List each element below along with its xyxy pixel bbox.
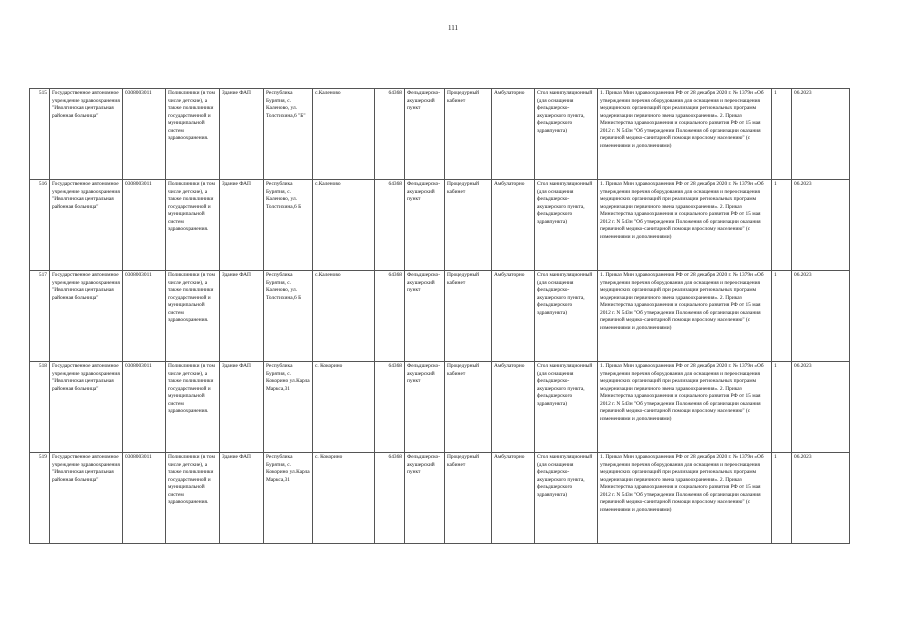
date-cell: 06.2023 bbox=[792, 89, 850, 180]
code-cell: 0308003011 bbox=[123, 271, 166, 362]
room-cell: Процедурный кабинет bbox=[445, 271, 492, 362]
room-cell: Процедурный кабинет bbox=[445, 362, 492, 453]
institution-type-cell: Поликлиники (в том числе детские), а также поликлиники государственной и муниципальной систем здравоохранения. bbox=[166, 362, 220, 453]
locality-cell: с.Каленово bbox=[313, 180, 375, 271]
table-row bbox=[30, 453, 850, 544]
equipment-cell: Стол манипуляционный (для оснащения фельдшерско-акушерского пункта, фельдшерского здравпункта) bbox=[535, 453, 598, 544]
code-cell: 0308003011 bbox=[123, 453, 166, 544]
date-cell: 06.2023 bbox=[792, 453, 850, 544]
row-index: 519 bbox=[30, 453, 50, 544]
institution-type-cell: Поликлиники (в том числе детские), а также поликлиники государственной и муниципальной систем здравоохранения. bbox=[166, 89, 220, 180]
address-cell: Республика Бурятия, с. Кокорино ул.Карла Маркса,31 bbox=[264, 362, 313, 453]
unit-cell: Фельдшерско-акушерский пункт bbox=[405, 180, 445, 271]
care-cell: Амбулаторно bbox=[492, 180, 535, 271]
table-row bbox=[30, 180, 850, 271]
unit-cell: Фельдшерско-акушерский пункт bbox=[405, 453, 445, 544]
table-row bbox=[30, 362, 850, 453]
organization-cell: Государственное автономное учреждение здравоохранения "Иволгинская центральная районная больница" bbox=[50, 453, 123, 544]
quantity-cell: 1 bbox=[772, 89, 792, 180]
building-cell: Здание ФАП bbox=[220, 453, 264, 544]
locality-cell: с.Каленово bbox=[313, 89, 375, 180]
organization-cell: Государственное автономное учреждение здравоохранения "Иволгинская центральная районная больница" bbox=[50, 180, 123, 271]
quantity-cell: 1 bbox=[772, 180, 792, 271]
quantity-cell: 1 bbox=[772, 362, 792, 453]
institution-type-cell: Поликлиники (в том числе детские), а также поликлиники государственной и муниципальной систем здравоохранения. bbox=[166, 180, 220, 271]
care-cell: Амбулаторно bbox=[492, 271, 535, 362]
equipment-table bbox=[29, 88, 850, 544]
unit-cell: Фельдшерско-акушерский пункт bbox=[405, 362, 445, 453]
building-cell: Здание ФАП bbox=[220, 89, 264, 180]
care-cell: Амбулаторно bbox=[492, 453, 535, 544]
address-cell: Республика Бурятия, с. Каленово, ул. Толстихина,6 Б bbox=[264, 180, 313, 271]
quantity-cell: 1 bbox=[772, 271, 792, 362]
date-cell: 06.2023 bbox=[792, 180, 850, 271]
row-index: 517 bbox=[30, 271, 50, 362]
code-cell: 0308003011 bbox=[123, 362, 166, 453]
equipment-cell: Стол манипуляционный (для оснащения фельдшерско-акушерского пункта, фельдшерского здравпункта) bbox=[535, 362, 598, 453]
table-row bbox=[30, 271, 850, 362]
unit-cell: Фельдшерско-акушерский пункт bbox=[405, 89, 445, 180]
okato-cell: 64368 bbox=[375, 362, 405, 453]
unit-cell: Фельдшерско-акушерский пункт bbox=[405, 271, 445, 362]
date-cell: 06.2023 bbox=[792, 362, 850, 453]
room-cell: Процедурный кабинет bbox=[445, 180, 492, 271]
building-cell: Здание ФАП bbox=[220, 271, 264, 362]
organization-cell: Государственное автономное учреждение здравоохранения "Иволгинская центральная районная больница" bbox=[50, 271, 123, 362]
date-cell: 06.2023 bbox=[792, 271, 850, 362]
equipment-cell: Стол манипуляционный (для оснащения фельдшерско-акушерского пункта, фельдшерского здравпункта) bbox=[535, 89, 598, 180]
organization-cell: Государственное автономное учреждение здравоохранения "Иволгинская центральная районная больница" bbox=[50, 89, 123, 180]
room-cell: Процедурный кабинет bbox=[445, 453, 492, 544]
building-cell: Здание ФАП bbox=[220, 362, 264, 453]
locality-cell: с. Кокорино bbox=[313, 453, 375, 544]
locality-cell: с. Кокорино bbox=[313, 362, 375, 453]
code-cell: 0308003011 bbox=[123, 89, 166, 180]
room-cell: Процедурный кабинет bbox=[445, 89, 492, 180]
equipment-cell: Стол манипуляционный (для оснащения фельдшерско-акушерского пункта, фельдшерского здравпункта) bbox=[535, 271, 598, 362]
quantity-cell: 1 bbox=[772, 453, 792, 544]
organization-cell: Государственное автономное учреждение здравоохранения "Иволгинская центральная районная больница" bbox=[50, 362, 123, 453]
code-cell: 0308003011 bbox=[123, 180, 166, 271]
basis-cell: 1. Приказ Мин здравоохранения РФ от 28 декабря 2020 г. № 1379н «Об утверждении перечня оборудования для оснащения и переоснащения медицинских организаций при реализации региональных программ модернизации первичного звена здравоохранения». 2. Приказ Министерства здравоохранения и социального развития РФ от 15 мая 2012 г. N 543н "Об утверждении Положения об организации оказания первичной медико-санитарной помощи взрослому населению" (с изменениями и дополнениями) bbox=[598, 271, 772, 362]
basis-cell: 1. Приказ Мин здравоохранения РФ от 28 декабря 2020 г. № 1379н «Об утверждении перечня оборудования для оснащения и переоснащения медицинских организаций при реализации региональных программ модернизации первичного звена здравоохранения». 2. Приказ Министерства здравоохранения и социального развития РФ от 15 мая 2012 г. N 543н "Об утверждении Положения об организации оказания первичной медико-санитарной помощи взрослому населению" (с изменениями и дополнениями) bbox=[598, 89, 772, 180]
row-index: 516 bbox=[30, 180, 50, 271]
locality-cell: с.Каленово bbox=[313, 271, 375, 362]
table-row bbox=[30, 89, 850, 180]
okato-cell: 64368 bbox=[375, 180, 405, 271]
page-number: 111 bbox=[448, 24, 458, 32]
basis-cell: 1. Приказ Мин здравоохранения РФ от 28 декабря 2020 г. № 1379н «Об утверждении перечня оборудования для оснащения и переоснащения медицинских организаций при реализации региональных программ модернизации первичного звена здравоохранения». 2. Приказ Министерства здравоохранения и социального развития РФ от 15 мая 2012 г. N 543н "Об утверждении Положения об организации оказания первичной медико-санитарной помощи взрослому населению" (с изменениями и дополнениями) bbox=[598, 180, 772, 271]
row-index: 518 bbox=[30, 362, 50, 453]
basis-cell: 1. Приказ Мин здравоохранения РФ от 28 декабря 2020 г. № 1379н «Об утверждении перечня оборудования для оснащения и переоснащения медицинских организаций при реализации региональных программ модернизации первичного звена здравоохранения». 2. Приказ Министерства здравоохранения и социального развития РФ от 15 мая 2012 г. N 543н "Об утверждении Положения об организации оказания первичной медико-санитарной помощи взрослому населению" (с изменениями и дополнениями) bbox=[598, 453, 772, 544]
address-cell: Республика Бурятия, с. Кокорино ул.Карла Маркса,31 bbox=[264, 453, 313, 544]
building-cell: Здание ФАП bbox=[220, 180, 264, 271]
care-cell: Амбулаторно bbox=[492, 362, 535, 453]
equipment-cell: Стол манипуляционный (для оснащения фельдшерско-акушерского пункта, фельдшерского здравпункта) bbox=[535, 180, 598, 271]
okato-cell: 64368 bbox=[375, 453, 405, 544]
institution-type-cell: Поликлиники (в том числе детские), а также поликлиники государственной и муниципальной систем здравоохранения. bbox=[166, 271, 220, 362]
okato-cell: 64368 bbox=[375, 89, 405, 180]
address-cell: Республика Бурятия, с. Каленово, ул. Толстихина,6 Б bbox=[264, 271, 313, 362]
row-index: 515 bbox=[30, 89, 50, 180]
okato-cell: 64368 bbox=[375, 271, 405, 362]
institution-type-cell: Поликлиники (в том числе детские), а также поликлиники государственной и муниципальной систем здравоохранения. bbox=[166, 453, 220, 544]
basis-cell: 1. Приказ Мин здравоохранения РФ от 28 декабря 2020 г. № 1379н «Об утверждении перечня оборудования для оснащения и переоснащения медицинских организаций при реализации региональных программ модернизации первичного звена здравоохранения». 2. Приказ Министерства здравоохранения и социального развития РФ от 15 мая 2012 г. N 543н "Об утверждении Положения об организации оказания первичной медико-санитарной помощи взрослому населению" (с изменениями и дополнениями) bbox=[598, 362, 772, 453]
care-cell: Амбулаторно bbox=[492, 89, 535, 180]
address-cell: Республика Бурятия, с. Каленово, ул. Толстихина,6 "Б" bbox=[264, 89, 313, 180]
